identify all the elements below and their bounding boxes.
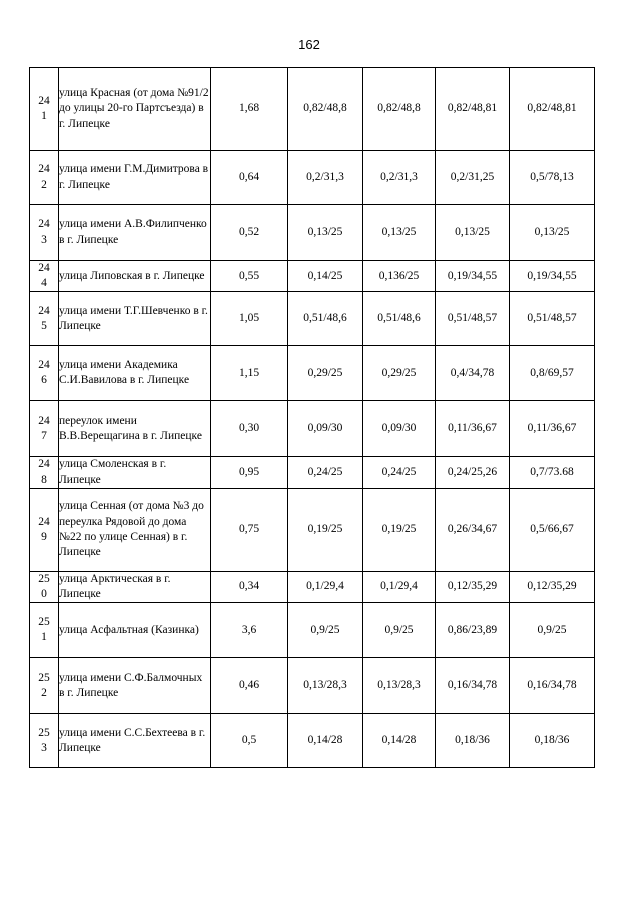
table-row [30,261,595,292]
value-cell: 0,52 [211,205,288,261]
value-cell: 3,6 [211,603,288,658]
row-number-part: 24 [38,359,50,372]
street-name: улица Смоленская в г. Липецке [59,457,211,488]
table-row [30,151,595,205]
value-cell: 0,26/34,67 [436,488,510,571]
row-number-part: 1 [41,631,47,644]
value-cell: 0,34 [211,571,288,602]
value-cell: 0,13/28,3 [363,658,436,714]
street-name: улица имени Г.М.Димитрова в г. Липецке [59,151,211,205]
value-cell: 0,7/73.68 [510,457,595,488]
value-cell: 0,13/25 [436,205,510,261]
value-cell: 0,09/30 [363,401,436,457]
row-number [30,292,59,346]
value-cell: 0,86/23,89 [436,603,510,658]
value-cell: 0,13/28,3 [288,658,363,714]
value-cell: 0,24/25 [363,457,436,488]
value-cell: 0,14/28 [363,714,436,768]
street-name: переулок имени В.В.Верещагина в г. Липецке [59,401,211,457]
value-cell: 0,19/34,55 [510,261,595,292]
row-number-part: 24 [38,94,50,107]
value-cell: 0,46 [211,658,288,714]
row-number-part: 4 [41,277,47,290]
value-cell: 0,55 [211,261,288,292]
value-cell: 0,5 [211,714,288,768]
value-cell: 0,14/28 [288,714,363,768]
value-cell: 0,14/25 [288,261,363,292]
row-number-part: 24 [38,458,50,471]
row-number [30,346,59,401]
streets-table [29,67,595,768]
row-number [30,68,59,151]
table-row [30,603,595,658]
value-cell: 0,82/48,8 [288,68,363,151]
value-cell: 1,05 [211,292,288,346]
value-cell: 0,8/69,57 [510,346,595,401]
value-cell: 0,29/25 [288,346,363,401]
value-cell: 0,30 [211,401,288,457]
row-number-part: 1 [41,110,47,122]
row-number [30,205,59,261]
street-name: улица имени С.Ф.Балмочных в г. Липецке [59,658,211,714]
row-number-part: 8 [41,473,47,486]
row-number [30,261,59,292]
street-name: улица Арктическая в г. Липецке [59,571,211,602]
value-cell: 0,75 [211,488,288,571]
table-row [30,488,595,571]
row-number [30,571,59,602]
value-cell: 0,13/25 [510,205,595,261]
row-number-part: 3 [41,233,47,246]
row-number-part: 0 [41,588,47,601]
value-cell: 0,82/48,81 [510,68,595,151]
street-name: улица имени Академика С.И.Вавилова в г. Липецке [59,346,211,401]
table-row [30,68,595,151]
row-number-part: 9 [41,530,47,543]
value-cell: 0,2/31,3 [363,151,436,205]
row-number-part: 24 [38,304,50,317]
value-cell: 0,2/31,25 [436,151,510,205]
table-row [30,401,595,457]
table-row [30,658,595,714]
value-cell: 0,2/31,3 [288,151,363,205]
row-number-part: 24 [38,262,50,274]
value-cell: 0,19/25 [363,488,436,571]
value-cell: 0,51/48,57 [436,292,510,346]
value-cell: 0,12/35,29 [510,571,595,602]
value-cell: 0,4/34,78 [436,346,510,401]
value-cell: 0,5/78,13 [510,151,595,205]
row-number-part: 7 [41,429,47,442]
street-name: улица имени Т.Г.Шевченко в г. Липецке [59,292,211,346]
value-cell: 0,5/66,67 [510,488,595,571]
row-number-part: 2 [41,178,47,191]
row-number-part: 25 [38,726,50,739]
table-row [30,571,595,602]
row-number [30,603,59,658]
street-name: улица Красная (от дома №91/2 до улицы 20-го Партсъезда) в г. Липецке [59,68,211,151]
value-cell: 1,68 [211,68,288,151]
street-name: улица Липовская в г. Липецке [59,261,211,292]
row-number-part: 5 [41,319,47,332]
value-cell: 0,13/25 [288,205,363,261]
value-cell: 0,12/35,29 [436,571,510,602]
table-row [30,205,595,261]
value-cell: 0,11/36,67 [436,401,510,457]
street-name: улица имени С.С.Бехтеева в г. Липецке [59,714,211,768]
row-number [30,401,59,457]
value-cell: 0,64 [211,151,288,205]
table-row [30,292,595,346]
value-cell: 0,9/25 [288,603,363,658]
table-row [30,714,595,768]
value-cell: 0,9/25 [363,603,436,658]
value-cell: 0,95 [211,457,288,488]
value-cell: 0,16/34,78 [510,658,595,714]
value-cell: 0,9/25 [510,603,595,658]
row-number [30,658,59,714]
row-number [30,457,59,488]
page-number: 162 [298,37,320,52]
value-cell: 0,82/48,8 [363,68,436,151]
value-cell: 0,82/48,81 [436,68,510,151]
row-number-part: 2 [41,686,47,699]
row-number-part: 24 [38,218,50,231]
row-number [30,714,59,768]
value-cell: 0,19/25 [288,488,363,571]
value-cell: 0,1/29,4 [363,571,436,602]
value-cell: 0,18/36 [436,714,510,768]
value-cell: 0,51/48,57 [510,292,595,346]
row-number-part: 25 [38,572,50,585]
value-cell: 1,15 [211,346,288,401]
value-cell: 0,29/25 [363,346,436,401]
row-number [30,151,59,205]
row-number-part: 25 [38,671,50,684]
value-cell: 0,18/36 [510,714,595,768]
value-cell: 0,24/25 [288,457,363,488]
value-cell: 0,136/25 [363,261,436,292]
street-name: улица имени А.В.Филипченко в г. Липецке [59,205,211,261]
row-number-part: 25 [38,616,50,629]
street-name: улица Асфальтная (Казинка) [59,603,211,658]
value-cell: 0,51/48,6 [288,292,363,346]
value-cell: 0,09/30 [288,401,363,457]
street-name: улица Сенная (от дома №3 до переулка Рядовой до дома №22 по улице Сенная) в г. Липецке [59,488,211,571]
row-number-part: 24 [38,414,50,427]
value-cell: 0,11/36,67 [510,401,595,457]
row-number-part: 3 [41,741,47,754]
value-cell: 0,1/29,4 [288,571,363,602]
value-cell: 0,13/25 [363,205,436,261]
table-row [30,457,595,488]
row-number-part: 6 [41,374,47,387]
row-number-part: 24 [38,515,50,528]
row-number-part: 24 [38,163,50,176]
value-cell: 0,16/34,78 [436,658,510,714]
value-cell: 0,24/25,26 [436,457,510,488]
row-number [30,488,59,571]
table-row [30,346,595,401]
value-cell: 0,19/34,55 [436,261,510,292]
value-cell: 0,51/48,6 [363,292,436,346]
